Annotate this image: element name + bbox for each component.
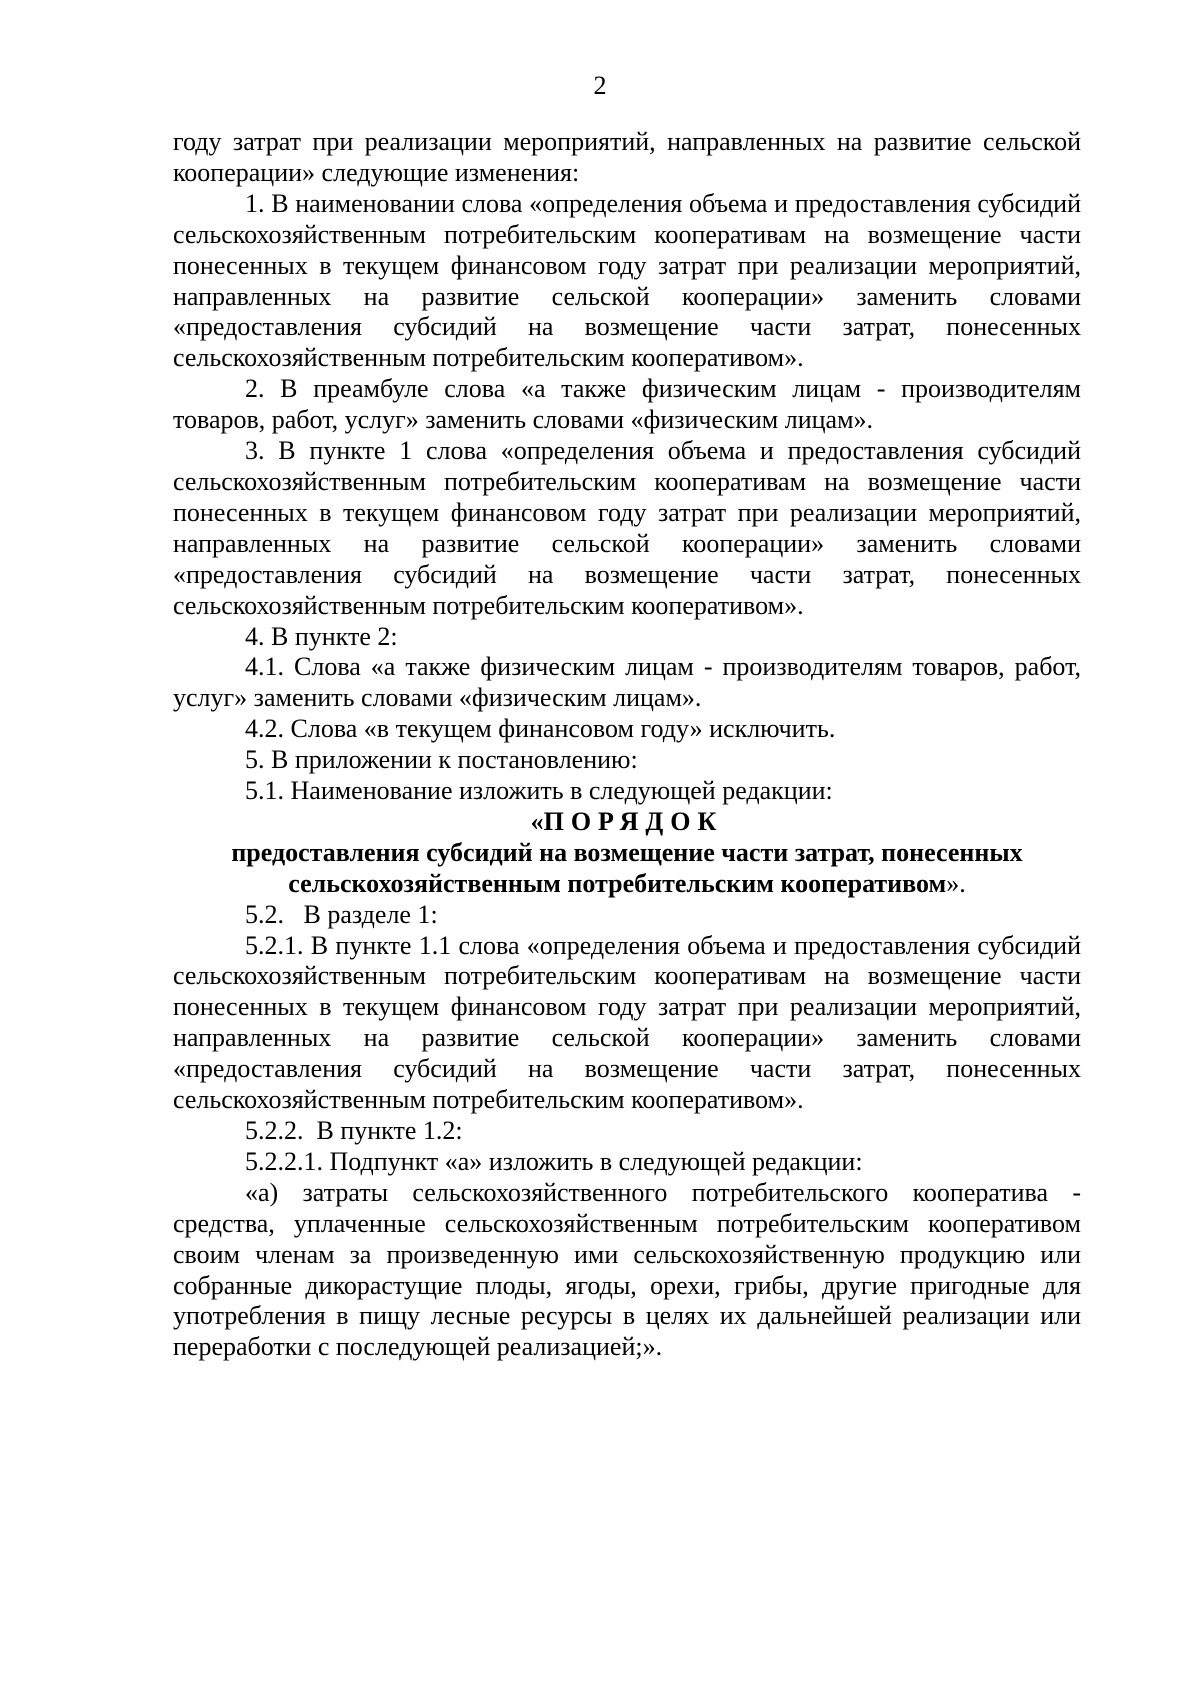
paragraph-item-5: 5. В приложении к постановлению: bbox=[245, 745, 638, 775]
title-subheading: предоставления субсидий на возмещение части затрат, понесенных сельскохозяйственным потребительским кооперативом bbox=[231, 837, 1023, 898]
document-title bbox=[173, 807, 1081, 838]
page-number: 2 bbox=[593, 71, 607, 100]
title-heading: ПОРЯДОК bbox=[543, 806, 724, 836]
paragraph-item-5-2-2: 5.2.2. В пункте 1.2: bbox=[245, 1116, 463, 1145]
paragraph-item-4-1: 4.1. Слова «а также физическим лицам - производителям товаров, работ, услуг» заменить словами «физическим лицам». bbox=[173, 652, 1081, 713]
paragraph-item-5-1: 5.1. Наименование изложить в следующей редакции: bbox=[245, 776, 833, 806]
paragraph-item-4-2: 4.2. Слова «в текущем финансовом году» исключить. bbox=[245, 714, 836, 744]
document-subtitle bbox=[173, 838, 1081, 900]
paragraph-item-1: 1. В наименовании слова «определения объема и предоставления субсидий сельскохозяйственным потребительским кооперативам на возмещение части понесенных в текущем финансовом году затрат при реализации мероприятий, направленных на развитие сельской кооперации» заменить словами «предоставления субсидий на возмещение части затрат, понесенных сельскохозяйственным потребительским кооперативом». bbox=[173, 188, 1081, 373]
paragraph-item-5-2-1: 5.2.1. В пункте 1.1 слова «определения объема и предоставления субсидий сельскохозяйственным потребительским кооперативам на возмещение части понесенных в текущем финансовом году затрат при реализации мероприятий, направленных на развитие сельской кооперации» заменить словами «предоставления субсидий на возмещение части затрат, понесенных сельскохозяйственным потребительским кооперативом». bbox=[173, 930, 1081, 1115]
title-close: ». bbox=[946, 868, 966, 898]
paragraph-item-2: 2. В преамбуле слова «а также физическим лицам - производителям товаров, работ, услуг» заменить словами «физическим лицам». bbox=[173, 374, 1081, 435]
paragraph-subitem-a: «а) затраты сельскохозяйственного потребительского кооператива - средства, уплаченные сельскохозяйственным потребительским кооперативом своим членам за произведенную ими сельскохозяйственную продукцию или собранные дикорастущие плоды, ягоды, орехи, грибы, другие пригодные для употребления в пищу лесные ресурсы в целях их дальнейшей реализации или переработки с последующей реализацией;». bbox=[173, 1177, 1081, 1362]
paragraph-item-5-2-2-1: 5.2.2.1. Подпункт «а» изложить в следующей редакции: bbox=[245, 1146, 863, 1176]
document-body bbox=[173, 127, 1081, 1363]
paragraph-item-3: 3. В пункте 1 слова «определения объема и предоставления субсидий сельскохозяйственным потребительским кооперативам на возмещение части понесенных в текущем финансовом году затрат при реализации мероприятий, направленных на развитие сельской кооперации» заменить словами «предоставления субсидий на возмещение части затрат, понесенных сельскохозяйственным потребительским кооперативом». bbox=[173, 436, 1081, 620]
paragraph-continuation: году затрат при реализации мероприятий, направленных на развитие сельской кооперации» следующие изменения: bbox=[173, 127, 1081, 187]
paragraph-item-5-2: 5.2. В разделе 1: bbox=[245, 899, 438, 929]
paragraph-item-4: 4. В пункте 2: bbox=[245, 621, 398, 651]
title-open-quote: « bbox=[530, 806, 544, 836]
